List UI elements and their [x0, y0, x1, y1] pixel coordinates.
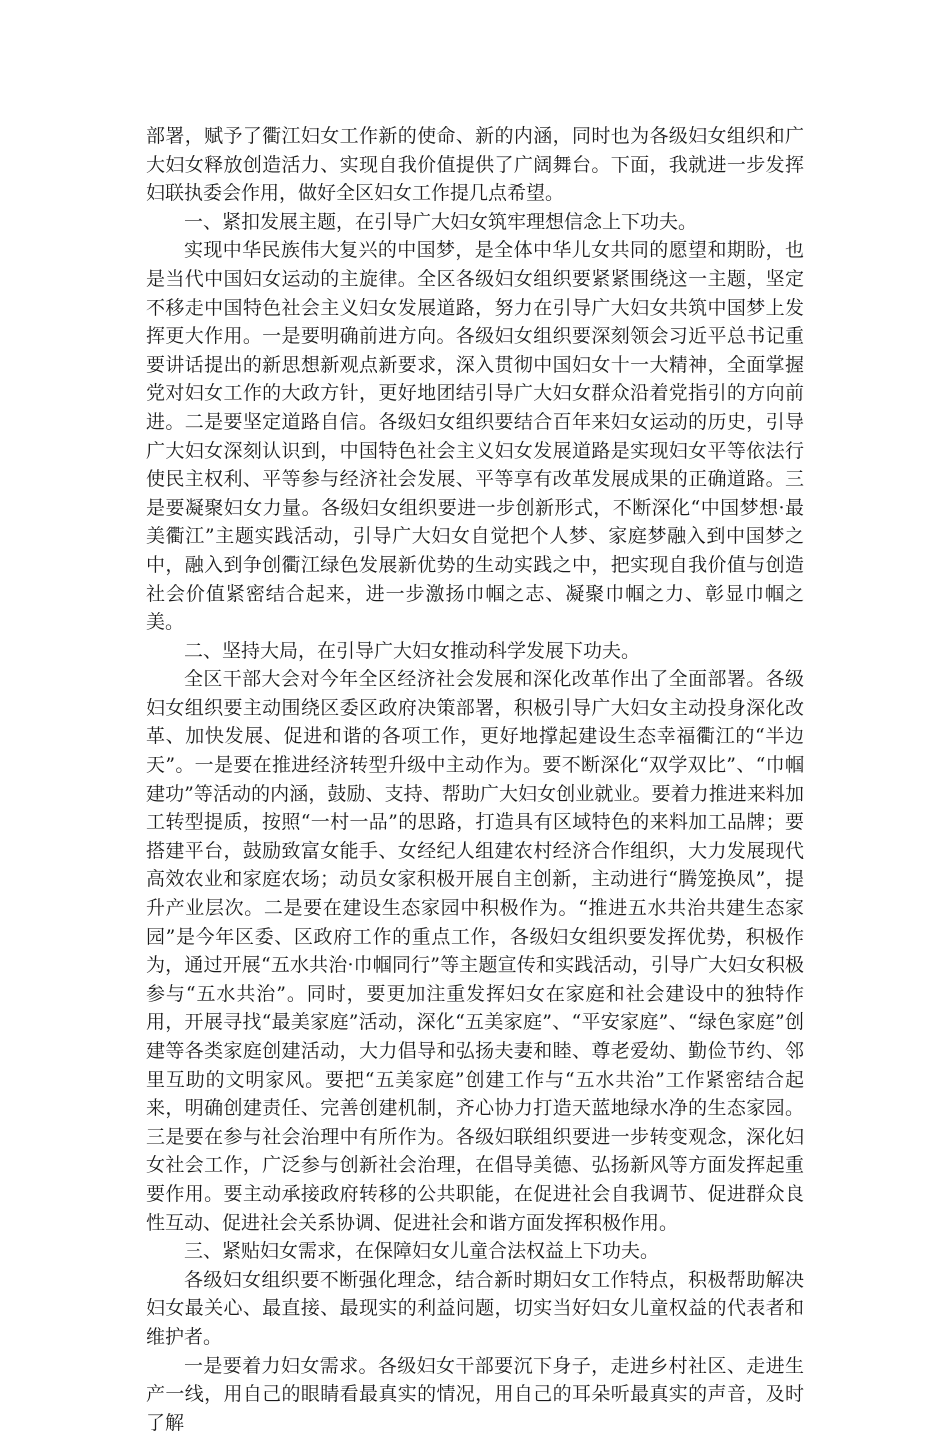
paragraph-intro: 部署，赋予了衢江妇女工作新的使命、新的内涵，同时也为各级妇女组织和广大妇女释放创造活力、实现自我价值提供了广阔舞台。下面，我就进一步发挥妇联执委会作用，做好全区妇女工作提几点希望。: [146, 125, 804, 205]
paragraph-section-3-intro: 各级妇女组织要不断强化理念，结合新时期妇女工作特点，积极帮助解决妇女最关心、最直接、最现实的利益问题，切实当好妇女儿童权益的代表者和维护者。: [146, 1268, 804, 1348]
document-body: [146, 122, 804, 1437]
heading-section-1: 一、紧扣发展主题，在引导广大妇女筑牢理想信念上下功夫。: [184, 210, 698, 233]
heading-section-3: 三、紧贴妇女需求，在保障妇女儿童合法权益上下功夫。: [184, 1240, 660, 1263]
paragraph-section-1: 实现中华民族伟大复兴的中国梦，是全体中华儿女共同的愿望和期盼，也是当代中国妇女运动的主旋律。全区各级妇女组织要紧紧围绕这一主题，坚定不移走中国特色社会主义妇女发展道路，努力在引导广大妇女共筑中国梦上发挥更大作用。一是要明确前进方向。各级妇女组织要深刻领会习近平总书记重要讲话提出的新思想新观点新要求，深入贯彻中国妇女十一大精神，全面掌握党对妇女工作的大政方针，更好地团结引导广大妇女群众沿着党指引的方向前进。二是要坚定道路自信。各级妇女组织要结合百年来妇女运动的历史，引导广大妇女深刻认识到，中国特色社会主义妇女发展道路是实现妇女平等依法行使民主权利、平等参与经济社会发展、平等享有改革发展成果的正确道路。三是要凝聚妇女力量。各级妇女组织要进一步创新形式，不断深化“中国梦想·最美衢江”主题实践活动，引导广大妇女自觉把个人梦、家庭梦融入到中国梦之中，融入到争创衢江绿色发展新优势的生动实践之中，把实现自我价值与创造社会价值紧密结合起来，进一步激扬巾帼之志、凝聚巾帼之力、彰显巾帼之美。: [146, 239, 804, 634]
paragraph-section-2: 全区干部大会对今年全区经济社会发展和深化改革作出了全面部署。各级妇女组织要主动围绕区委区政府决策部署，积极引导广大妇女主动投身深化改革、加快发展、促进和谐的各项工作，更好地撑起建设生态幸福衢江的“半边天”。一是要在推进经济转型升级中主动作为。要不断深化“双学双比”、“巾帼建功”等活动的内涵，鼓励、支持、帮助广大妇女创业就业。要着力推进来料加工转型提质，按照“一村一品”的思路，打造具有区域特色的来料加工品牌；要搭建平台，鼓励致富女能手、女经纪人组建农村经济合作组织，大力发展现代高效农业和家庭农场；动员女家积极开展自主创新，主动进行“腾笼换凤”，提升产业层次。二是要在建设生态家园中积极作为。“推进五水共治共建生态家园”是今年区委、区政府工作的重点工作，各级妇女组织要发挥优势，积极作为，通过开展“五水共治·巾帼同行”等主题宣传和实践活动，引导广大妇女积极参与“五水共治”。同时，要更加注重发挥妇女在家庭和社会建设中的独特作用，开展寻找“最美家庭”活动，深化“五美家庭”、“平安家庭”、“绿色家庭”创建等各类家庭创建活动，大力倡导和弘扬夫妻和睦、尊老爱幼、勤俭节约、邻里互助的文明家风。要把“五美家庭”创建工作与“五水共治”工作紧密结合起来，明确创建责任、完善创建机制，齐心协力打造天蓝地绿水净的生态家园。三是要在参与社会治理中有所作为。各级妇联组织要进一步转变观念，深化妇女社会工作，广泛参与创新社会治理，在倡导美德、弘扬新风等方面发挥起重要作用。要主动承接政府转移的公共职能，在促进社会自我调节、促进群众良性互动、促进社会关系协调、促进社会和谐方面发挥积极作用。: [146, 668, 804, 1234]
heading-section-2: 二、坚持大局，在引导广大妇女推动科学发展下功夫。: [184, 639, 641, 662]
paragraph-section-3-point-1: 一是要着力妇女需求。各级妇女干部要沉下身子，走进乡村社区、走进生产一线，用自己的眼睛看最真实的情况，用自己的耳朵听最真实的声音，及时了解: [146, 1354, 804, 1434]
